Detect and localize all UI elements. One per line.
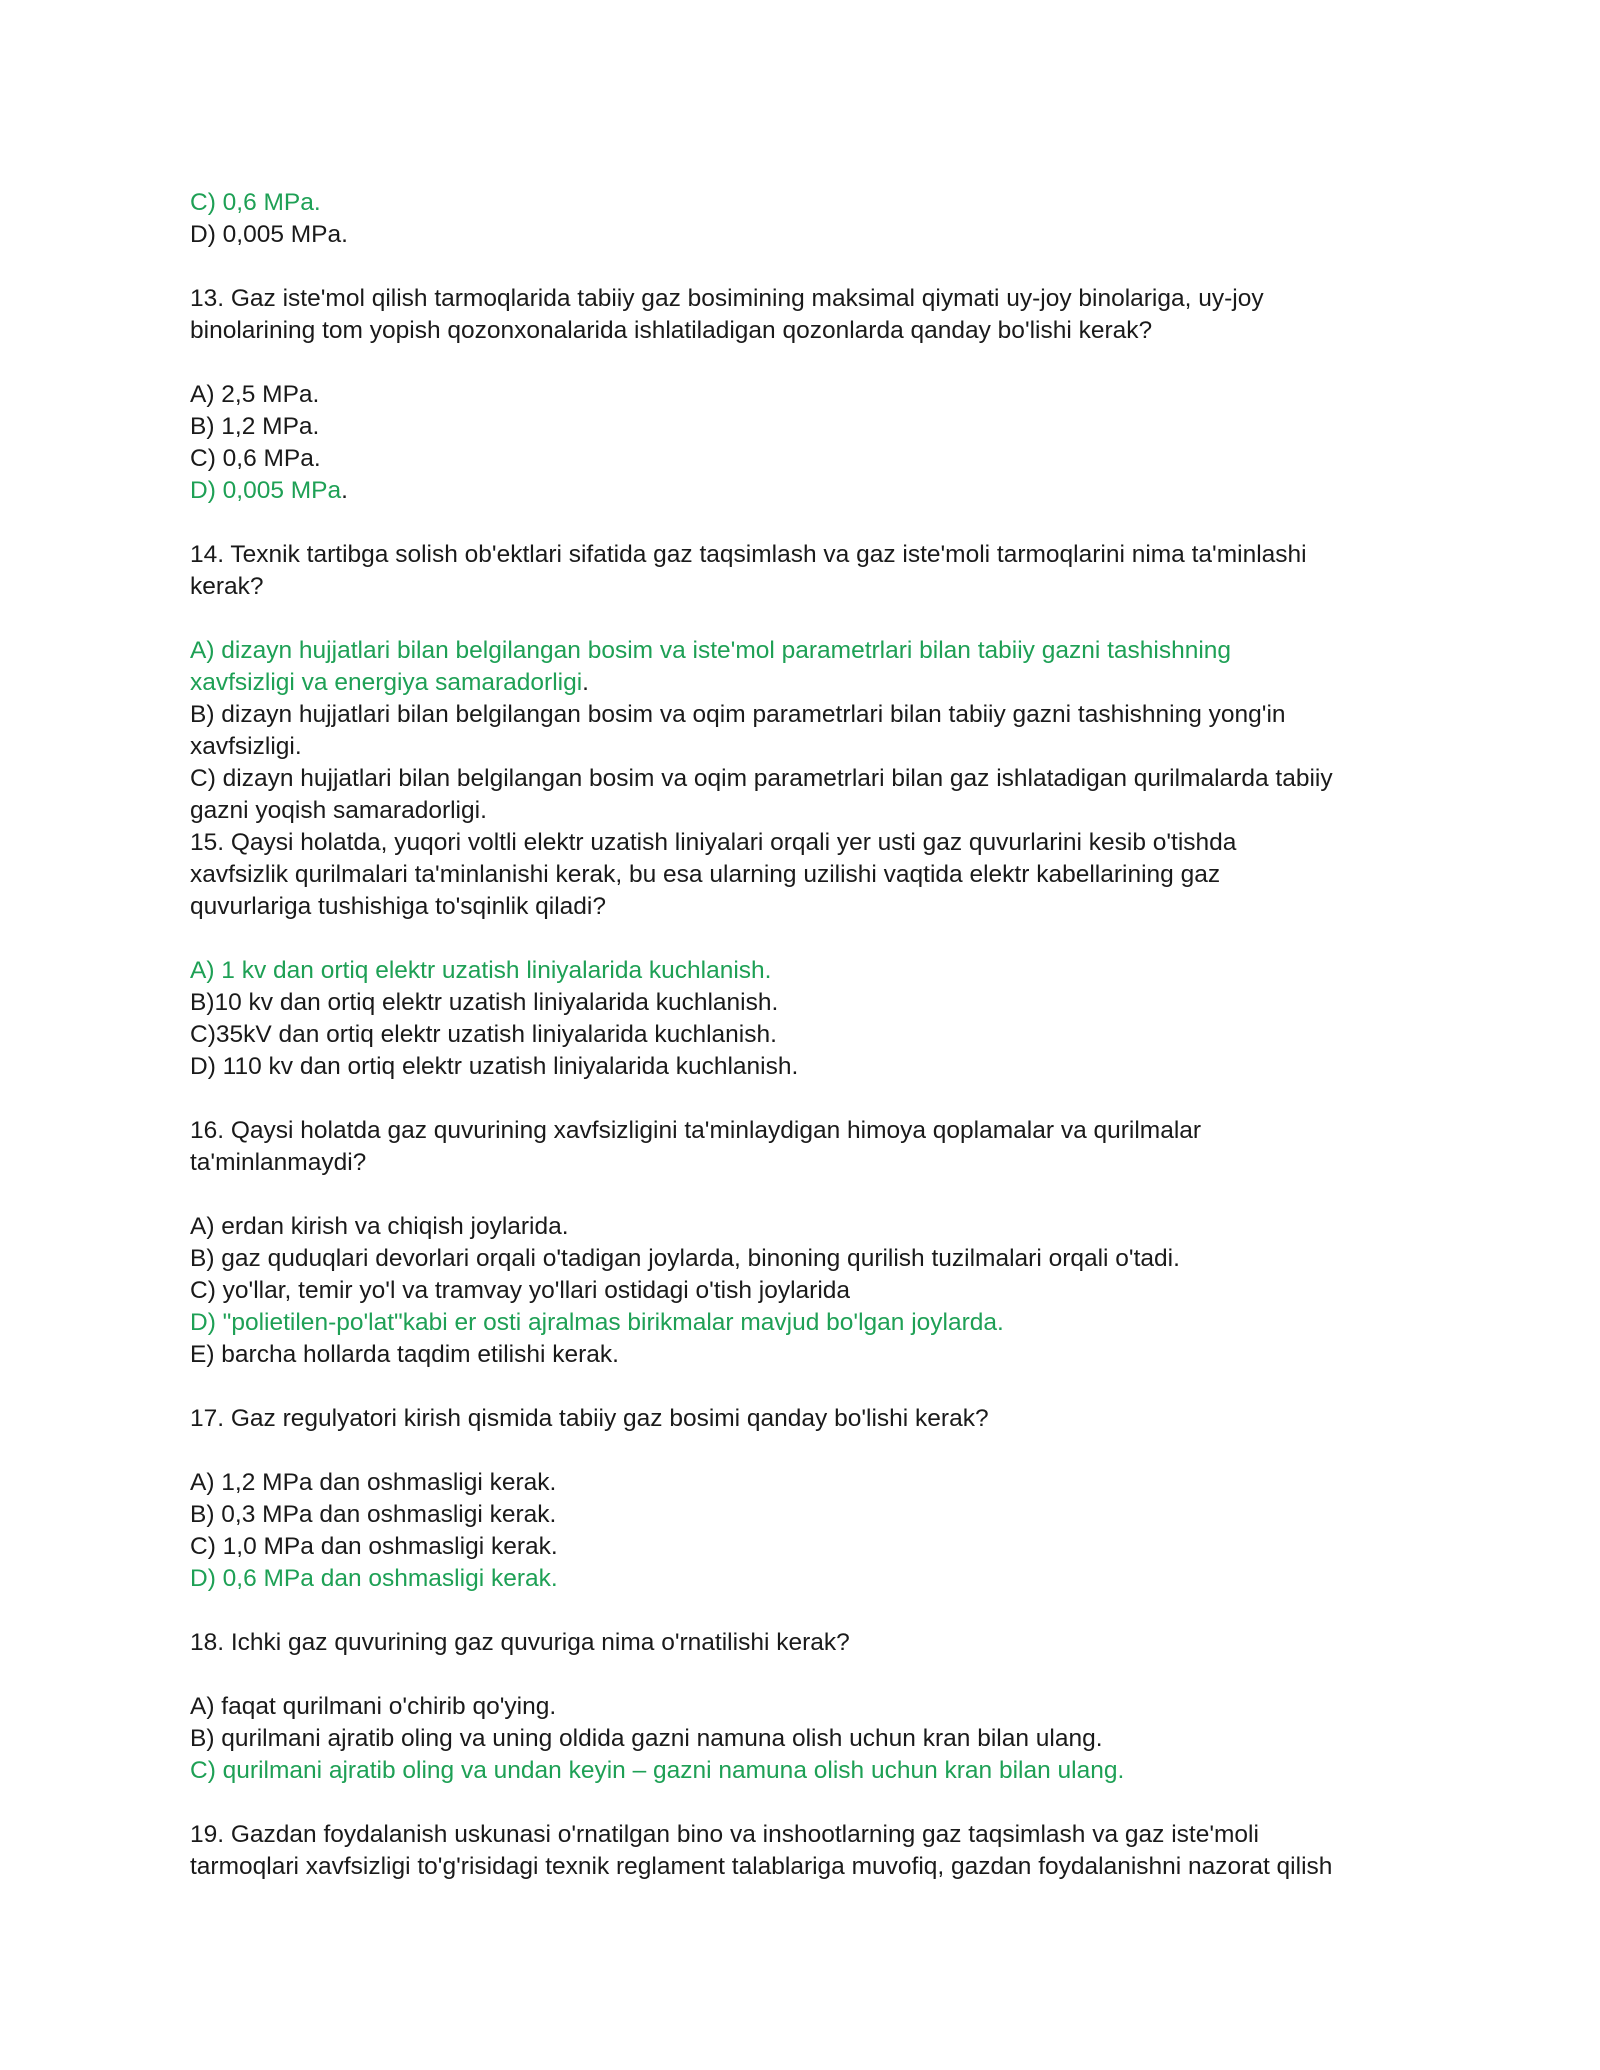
q14-option-a-line-2 bbox=[190, 667, 1440, 699]
q14-option-c-line-2: gazni yoqish samaradorligi. bbox=[190, 797, 487, 824]
q19-question-line-2: tarmoqlari xavfsizligi to'g'risidagi texnik reglament talablariga muvofiq, gazdan foydalanishni nazorat qilish bbox=[190, 1853, 1333, 1880]
q14-question-line-2: kerak? bbox=[190, 573, 264, 600]
q14-option-b-line-2: xavfsizligi. bbox=[190, 733, 302, 760]
q17-option-a: A) 1,2 MPa dan oshmasligi kerak. bbox=[190, 1469, 557, 1496]
spacer bbox=[190, 923, 1440, 955]
q16-option-d-correct: D) "polietilen-po'lat"kabi er osti ajralmas birikmalar mavjud bo'lgan joylarda. bbox=[190, 1309, 1004, 1336]
q15-option-c: C)35kV dan ortiq elektr uzatish liniyalarida kuchlanish. bbox=[190, 1021, 777, 1048]
q13-option-d-period: . bbox=[341, 477, 348, 504]
q15-question-line-2: xavfsizlik qurilmalari ta'minlanishi kerak, bu esa ularning uzilishi vaqtida elektr kabellarining gaz bbox=[190, 861, 1221, 888]
q17-question-line-1: 17. Gaz regulyatori kirish qismida tabiiy gaz bosimi qanday bo'lishi kerak? bbox=[190, 1405, 989, 1432]
spacer bbox=[190, 1083, 1440, 1115]
spacer bbox=[190, 1435, 1440, 1467]
spacer bbox=[190, 347, 1440, 379]
q14-option-a-line-2-correct: xavfsizligi va energiya samaradorligi bbox=[190, 669, 583, 696]
q19-question-line-1: 19. Gazdan foydalanish uskunasi o'rnatilgan bino va inshootlarning gaz taqsimlash va gaz iste'moli bbox=[190, 1821, 1259, 1848]
q17-option-d-correct: D) 0,6 MPa dan oshmasligi kerak. bbox=[190, 1565, 558, 1592]
spacer bbox=[190, 1787, 1440, 1819]
spacer bbox=[190, 1179, 1440, 1211]
document-page bbox=[190, 187, 1440, 1883]
q13-option-a: A) 2,5 MPa. bbox=[190, 381, 320, 408]
q16-option-a: A) erdan kirish va chiqish joylarida. bbox=[190, 1213, 569, 1240]
q13-question-line-1: 13. Gaz iste'mol qilish tarmoqlarida tabiiy gaz bosimining maksimal qiymati uy-joy binolariga, uy-joy bbox=[190, 285, 1264, 312]
q17-option-b: B) 0,3 MPa dan oshmasligi kerak. bbox=[190, 1501, 557, 1528]
spacer bbox=[190, 1659, 1440, 1691]
q17-option-c: C) 1,0 MPa dan oshmasligi kerak. bbox=[190, 1533, 558, 1560]
q14-question-line-1: 14. Texnik tartibga solish ob'ektlari sifatida gaz taqsimlash va gaz iste'moli tarmoqlarini nima ta'minlashi bbox=[190, 541, 1307, 568]
q13-option-c: C) 0,6 MPa. bbox=[190, 445, 321, 472]
q12-option-c-correct: C) 0,6 MPa. bbox=[190, 189, 321, 216]
spacer bbox=[190, 507, 1440, 539]
q13-option-d-correct: D) 0,005 MPa bbox=[190, 477, 342, 504]
q18-option-b: B) qurilmani ajratib oling va uning oldida gazni namuna olish uchun kran bilan ulang. bbox=[190, 1725, 1103, 1752]
q16-question-line-1: 16. Qaysi holatda gaz quvurining xavfsizligini ta'minlaydigan himoya qoplamalar va qurilmalar bbox=[190, 1117, 1202, 1144]
spacer bbox=[190, 603, 1440, 635]
spacer bbox=[190, 251, 1440, 283]
q14-option-c-line-1: C) dizayn hujjatlari bilan belgilangan bosim va oqim parametrlari bilan gaz ishlatadigan qurilmalarda tabiiy bbox=[190, 765, 1333, 792]
q16-option-e: E) barcha hollarda taqdim etilishi kerak. bbox=[190, 1341, 619, 1368]
q14-option-a-line-1-correct: A) dizayn hujjatlari bilan belgilangan bosim va iste'mol parametrlari bilan tabiiy gazni tashishning bbox=[190, 637, 1232, 664]
q18-option-c-correct: C) qurilmani ajratib oling va undan keyin – gazni namuna olish uchun kran bilan ulang. bbox=[190, 1757, 1125, 1784]
q16-option-b: B) gaz quduqlari devorlari orqali o'tadigan joylarda, binoning qurilish tuzilmalari orqali o'tadi. bbox=[190, 1245, 1180, 1272]
q14-option-a-period: . bbox=[582, 669, 589, 696]
q16-question-line-2: ta'minlanmaydi? bbox=[190, 1149, 367, 1176]
q13-question-line-2: binolarining tom yopish qozonxonalarida ishlatiladigan qozonlarda qanday bo'lishi kerak? bbox=[190, 317, 1153, 344]
q15-option-a-correct: A) 1 kv dan ortiq elektr uzatish liniyalarida kuchlanish. bbox=[190, 957, 772, 984]
q14-option-b-line-1: B) dizayn hujjatlari bilan belgilangan bosim va oqim parametrlari bilan tabiiy gazni tashishning yong'in bbox=[190, 701, 1286, 728]
spacer bbox=[190, 1595, 1440, 1627]
q18-question-line-1: 18. Ichki gaz quvurining gaz quvuriga nima o'rnatilishi kerak? bbox=[190, 1629, 850, 1656]
q15-option-b: B)10 kv dan ortiq elektr uzatish liniyalarida kuchlanish. bbox=[190, 989, 779, 1016]
q12-option-d: D) 0,005 MPa. bbox=[190, 221, 348, 248]
q13-option-d-line bbox=[190, 475, 1440, 507]
q15-question-line-3: quvurlariga tushishiga to'sqinlik qiladi? bbox=[190, 893, 606, 920]
q13-option-b: B) 1,2 MPa. bbox=[190, 413, 320, 440]
q16-option-c: C) yo'llar, temir yo'l va tramvay yo'llari ostidagi o'tish joylarida bbox=[190, 1277, 851, 1304]
q15-question-line-1: 15. Qaysi holatda, yuqori voltli elektr uzatish liniyalari orqali yer usti gaz quvurlarini kesib o'tishda bbox=[190, 829, 1237, 856]
spacer bbox=[190, 1371, 1440, 1403]
q15-option-d: D) 110 kv dan ortiq elektr uzatish liniyalarida kuchlanish. bbox=[190, 1053, 799, 1080]
q18-option-a: A) faqat qurilmani o'chirib qo'ying. bbox=[190, 1693, 557, 1720]
